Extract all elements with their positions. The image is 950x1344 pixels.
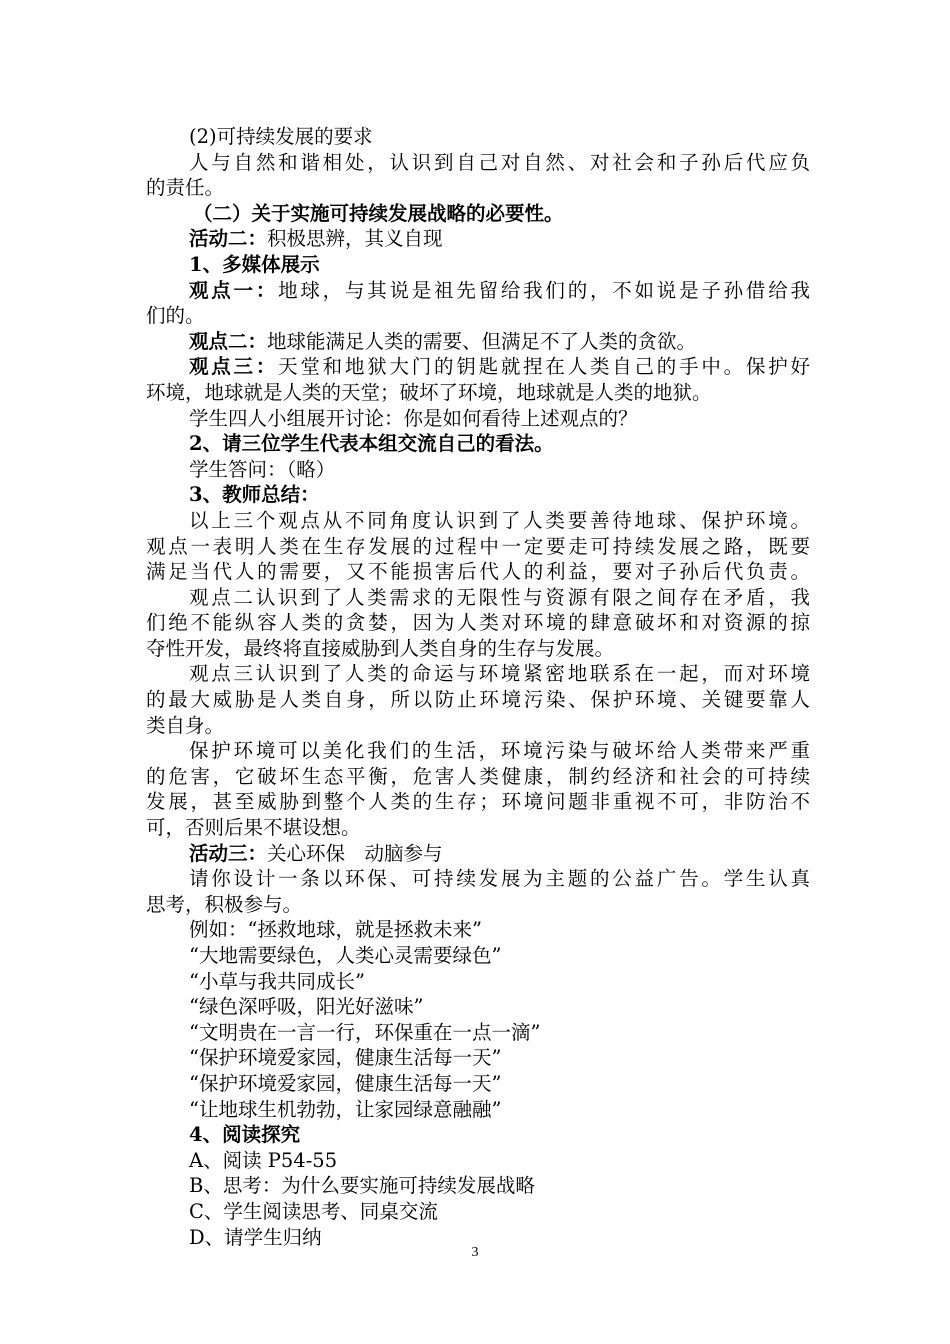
viewpoint-1: 观点一：地球，与其说是祖先留给我们的，不如说是子孙借给我 (189, 278, 810, 302)
step-heading: 4、阅读探究 (189, 1123, 301, 1147)
viewpoint-label: 观点三： (189, 355, 279, 379)
viewpoint-label: 观点二： (189, 329, 268, 353)
paragraph-line: 满足当代人的需要，又不能损害后代人的利益，要对子孙后代负责。 (146, 560, 810, 584)
slogan-item: “保护环境爱家园，健康生活每一天” (189, 1071, 502, 1095)
paragraph-line: 观点三认识到了人类的命运与环境紧密地联系在一起，而对环境 (189, 662, 810, 686)
paragraph-line: 保护环境可以美化我们的生活，环境污染与破坏给人类带来严重 (189, 739, 810, 763)
page-body (146, 124, 810, 1250)
section-heading-2: （二）关于实施可持续发展战略的必要性。 (193, 201, 564, 225)
paragraph-line: 们绝不能纵容人类的贪婪，因为人类对环境的肆意破坏和对资源的掠 (146, 611, 810, 635)
step-heading: 2、请三位学生代表本组交流自己的看法。 (189, 432, 554, 456)
paragraph-line: 可，否则后果不堪设想。 (146, 816, 361, 840)
paragraph-line: 夺性开发，最终将直接威胁到人类自身的生存与发展。 (146, 636, 615, 660)
step-heading: 1、多媒体展示 (189, 252, 320, 276)
list-item: B、思考：为什么要实施可持续发展战略 (189, 1174, 535, 1198)
page-number: 3 (471, 1245, 479, 1260)
subheading-requirements: (2)可持续发展的要求 (189, 125, 373, 148)
slogan-item: “让地球生机勃勃，让家园绿意融融” (189, 1097, 502, 1121)
paragraph-line: 观点一表明人类在生存发展的过程中一定要走可持续发展之路，既要 (146, 534, 810, 558)
activity-title: 积极思辨，其义自现 (267, 227, 443, 251)
slogan-item: “保护环境爱家园，健康生活每一天” (189, 1046, 502, 1070)
list-item: D、请学生归纳 (189, 1225, 322, 1249)
paragraph-line: 发展，甚至威胁到整个人类的生存；环境问题非重视不可，非防治不 (146, 790, 810, 814)
slogan-item: “小草与我共同成长” (189, 969, 365, 993)
slogan-item: “绿色深呼吸，阳光好滋味” (189, 995, 424, 1019)
slogan-item: “文明贵在一言一行，环保重在一点一滴” (189, 1020, 541, 1044)
viewpoint-label: 观点一： (189, 278, 279, 302)
paragraph-line: 人与自然和谐相处，认识到自己对自然、对社会和子孙后代应负 (189, 150, 810, 174)
activity-label: 活动二： (189, 227, 268, 251)
paragraph-line: 观点二认识到了人类需求的无限性与资源有限之间存在矛盾，我 (189, 585, 810, 609)
paragraph-line: 们的。 (146, 304, 205, 328)
viewpoint-3: 观点三：天堂和地狱大门的钥匙就捏在人类自己的手中。保护好 (189, 355, 810, 379)
viewpoint-2: 观点二：地球能满足人类的需要、但满足不了人类的贪欲。 (189, 329, 697, 353)
paragraph-line: 的最大威胁是人类自身，所以防止环境污染、保护环境、关键要靠人 (146, 688, 810, 712)
activity-3-heading (146, 841, 810, 867)
paragraph-line: 环境，地球就是人类的天堂；破坏了环境，地球就是人类的地狱。 (146, 380, 712, 404)
paragraph-line: 学生答问：（略） (189, 457, 336, 481)
slogan-example: 例如：“拯救地球，就是拯救未来” (189, 918, 482, 942)
list-item: A、阅读 P54-55 (189, 1148, 338, 1172)
paragraph-line: 类自身。 (146, 713, 225, 737)
list-item: C、学生阅读思考、同桌交流 (189, 1199, 438, 1223)
paragraph-line: 思考，积极参与。 (146, 892, 303, 916)
activity-label: 活动三： (189, 841, 268, 865)
slogan-item: “大地需要绿色，人类心灵需要绿色” (189, 944, 502, 967)
paragraph-line: 以上三个观点从不同角度认识到了人类要善待地球、保护环境。 (189, 508, 810, 532)
paragraph-line: 的危害，它破坏生态平衡，危害人类健康，制约经济和社会的可持续 (146, 764, 810, 788)
step-heading: 3、教师总结： (189, 483, 320, 507)
paragraph-line: 请你设计一条以环保、可持续发展为主题的公益广告。学生认真 (189, 867, 810, 891)
paragraph-line: 学生四人小组展开讨论：你是如何看待上述观点的？ (189, 406, 638, 430)
paragraph-line: 的责任。 (146, 176, 225, 200)
activity-title: 关心环保 动脑参与 (267, 841, 443, 865)
activity-2-heading (146, 226, 810, 252)
